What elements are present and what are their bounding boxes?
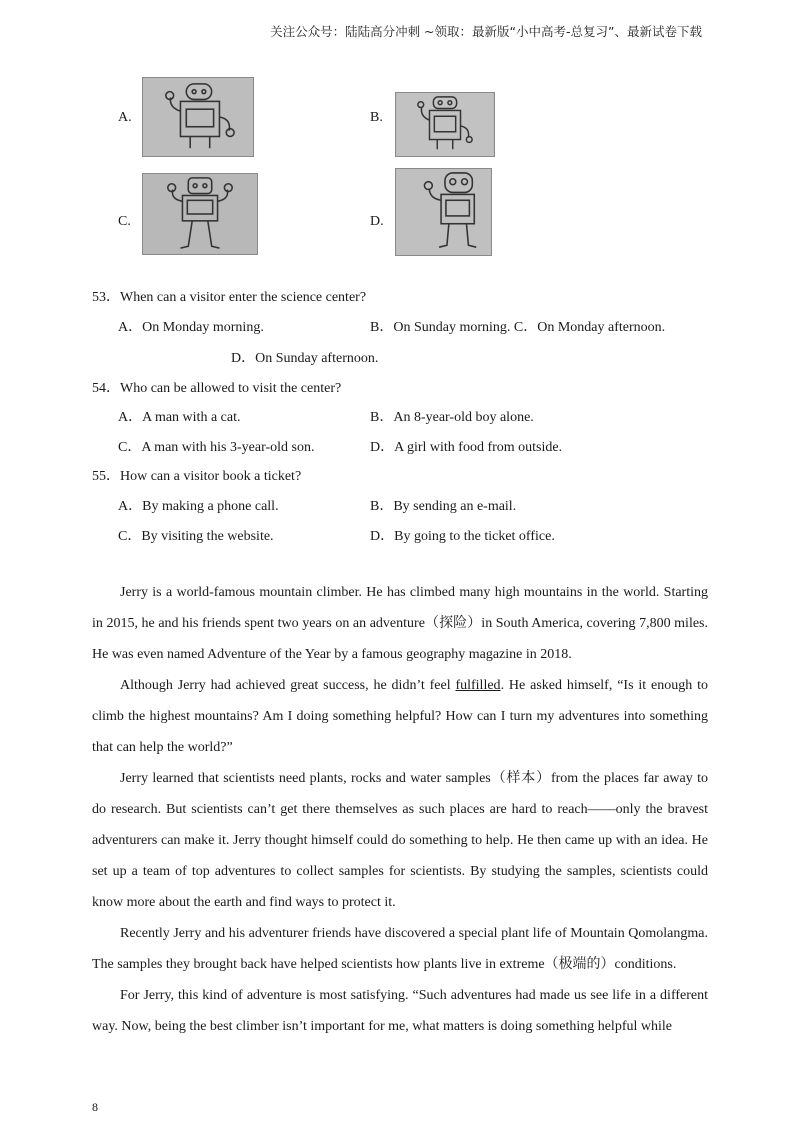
passage-paragraph-4: Recently Jerry and his adventurer friends have discovered a special plant life of Mountain Qomolangma. The samples they brought back have helped scientists how plants live in extreme（极端的）conditions. bbox=[92, 926, 708, 972]
question-54-stem: 54．Who can be allowed to visit the center? bbox=[92, 381, 342, 396]
question-55-option-c: C．By visiting the website. bbox=[118, 529, 274, 544]
question-54-option-b: B．An 8-year-old boy alone. bbox=[370, 410, 534, 425]
underlined-word: fulfilled bbox=[455, 678, 501, 693]
option-b-label: B. bbox=[370, 110, 383, 125]
passage-paragraph-2 bbox=[92, 670, 708, 763]
robot-b-icon bbox=[396, 93, 494, 156]
robot-picture-a bbox=[142, 77, 254, 157]
robot-a-icon bbox=[143, 78, 253, 156]
option-c-label: C. bbox=[118, 214, 131, 229]
question-53-option-d: D．On Sunday afternoon. bbox=[231, 351, 379, 366]
reading-passage bbox=[92, 577, 708, 1042]
passage-p2-before: Although Jerry had achieved great success, he didn’t feel bbox=[120, 678, 456, 693]
robot-d-icon bbox=[396, 169, 491, 255]
passage-paragraph-3: Jerry learned that scientists need plants, rocks and water samples（样本）from the places far away to do research. But scientists can’t get there themselves as such places are hard to reach——only the bravest adventurers can make it. Jerry thought himself could do something to help. He then came up with an idea. He set up a team of top adventures to collect samples for scientists. By studying the samples, scientists could know more about the earth and find ways to protect it. bbox=[92, 771, 708, 910]
passage-paragraph-5: For Jerry, this kind of adventure is most satisfying. “Such adventures had made us see life in a different way. Now, being the best climber isn’t important for me, what matters is doing something helpful while bbox=[92, 988, 708, 1034]
question-53-stem: 53．When can a visitor enter the science center? bbox=[92, 290, 367, 305]
question-53-option-b-c: B．On Sunday morning. C．On Monday afternoon. bbox=[370, 320, 666, 335]
question-55-option-b: B．By sending an e-mail. bbox=[370, 499, 517, 514]
passage-p2-after: . He asked himself, “Is it enough to climb the highest mountains? Am I doing something helpful? How can I turn my adventures into something that can help the world?” bbox=[92, 678, 708, 755]
question-54-option-d: D．A girl with food from outside. bbox=[370, 440, 563, 455]
robot-picture-b bbox=[395, 92, 495, 157]
robot-c-icon bbox=[143, 174, 257, 254]
page-number: 8 bbox=[92, 1100, 98, 1114]
question-55-option-a: A．By making a phone call. bbox=[118, 499, 279, 514]
question-54-option-a: A．A man with a cat. bbox=[118, 410, 241, 425]
question-55-stem: 55．How can a visitor book a ticket? bbox=[92, 469, 302, 484]
page-header: 关注公众号：陆陆高分冲刺 ~领取：最新版“小中高考-总复习”、最新试卷下载 bbox=[270, 24, 702, 39]
question-53-option-a: A．On Monday morning. bbox=[118, 320, 264, 335]
question-54-option-c: C．A man with his 3-year-old son. bbox=[118, 440, 315, 455]
question-55-option-d: D．By going to the ticket office. bbox=[370, 529, 555, 544]
passage-paragraph-1: Jerry is a world-famous mountain climber. He has climbed many high mountains in the world. Starting in 2015, he and his friends spent two years on an adventure（探险）in South America, covering 7,800 miles. He was even named Adventure of the Year by a famous geography magazine in 2018. bbox=[92, 585, 708, 662]
option-a-label: A. bbox=[118, 110, 132, 125]
robot-picture-c bbox=[142, 173, 258, 255]
robot-picture-d bbox=[395, 168, 492, 256]
option-d-label: D. bbox=[370, 214, 384, 229]
